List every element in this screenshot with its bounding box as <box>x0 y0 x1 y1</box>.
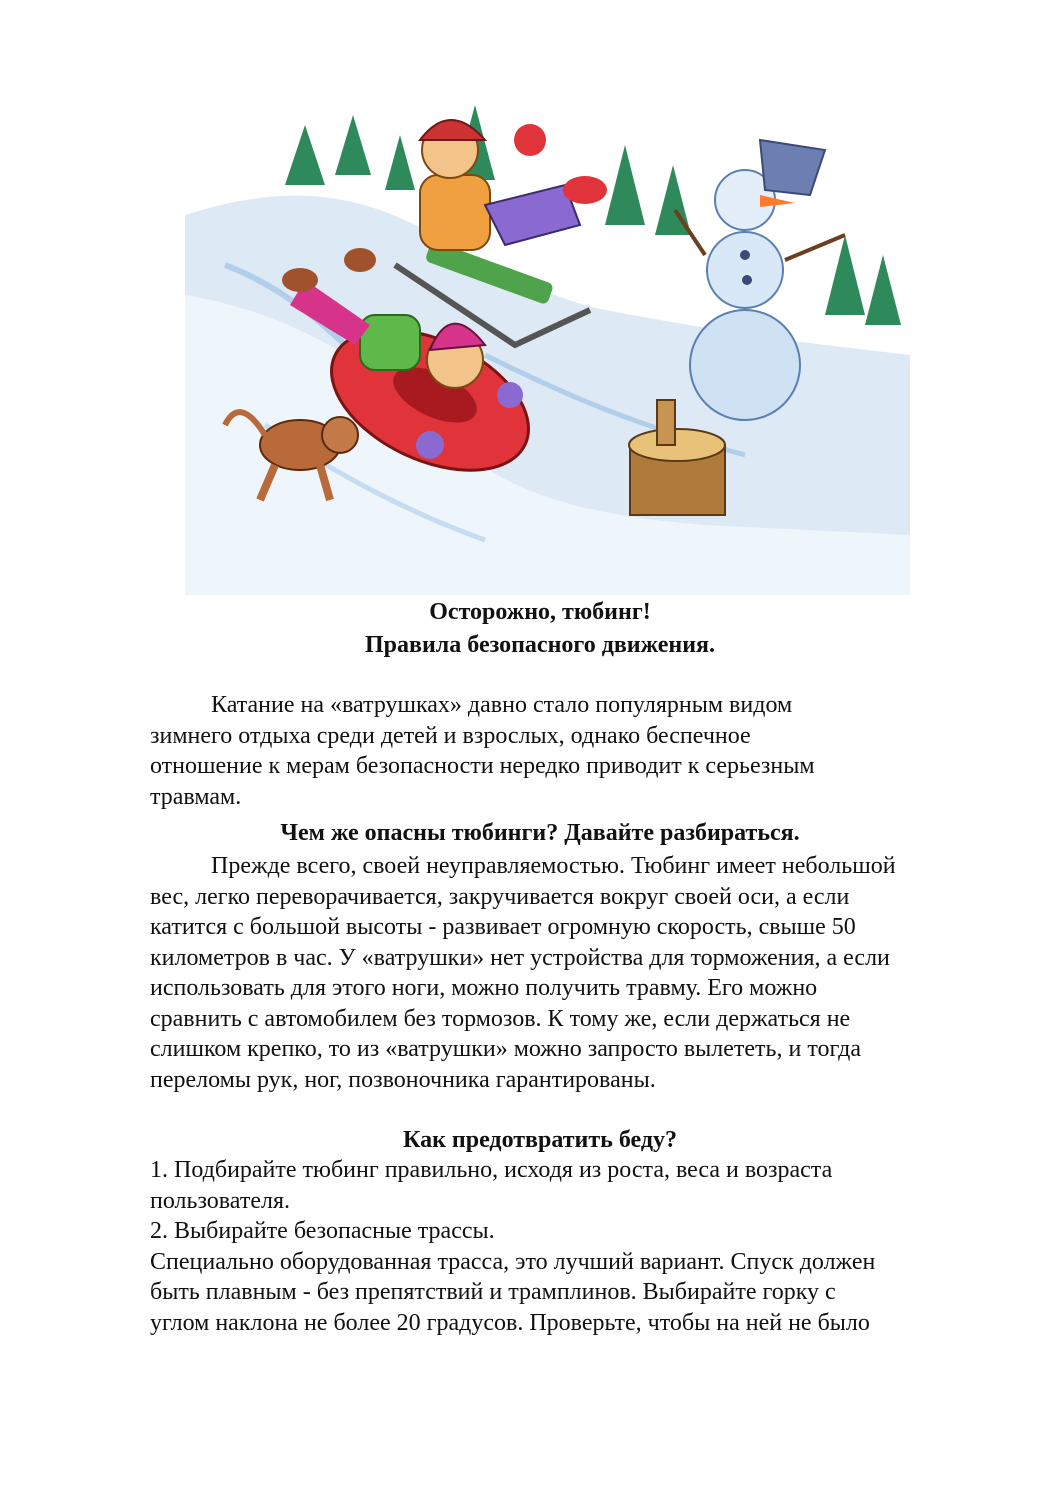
title-line-2: Правила безопасного движения. <box>364 632 716 658</box>
section2-line: углом наклона не более 20 градусов. Проверьте, чтобы на ней не было <box>150 1309 870 1336</box>
section1-line: слишком крепко, то из «ватрушки» можно запросто вылететь, и тогда <box>150 1036 861 1062</box>
section1-line: катится с большой высоты - развивает огромную скорость, свыше 50 <box>150 914 856 940</box>
section2-heading: Как предотвратить беду? <box>403 1127 677 1153</box>
section1-paragraph <box>150 851 980 1095</box>
section2-line: 1. Подбирайте тюбинг правильно, исходя из роста, веса и возраста <box>150 1157 833 1183</box>
winter-sledding-illustration <box>185 95 910 595</box>
section1-line: сравнить с автомобилем без тормозов. К тому же, если держаться не <box>150 1005 851 1032</box>
title-line-1: Осторожно, тюбинг! <box>429 599 651 625</box>
section1-line: Прежде всего, своей неуправляемостью. Тюбинг имеет небольшой <box>211 853 896 879</box>
bucket-icon <box>760 140 825 195</box>
section2-line: пользователя. <box>150 1187 290 1214</box>
section2-paragraph <box>150 1155 980 1338</box>
intro-line: отношение к мерам безопасности нередко приводит к серьезным <box>150 753 815 779</box>
page-title <box>150 596 930 662</box>
section1-line: переломы рук, ног, позвоночника гарантированы. <box>150 1066 656 1093</box>
section1-line: километров в час. У «ватрушки» нет устройства для торможения, а если <box>150 944 890 971</box>
section2-line: 2. Выбирайте безопасные трассы. <box>150 1218 495 1244</box>
section1-heading: Чем же опасны тюбинги? Давайте разбираться. <box>280 820 800 846</box>
intro-line: Катание на «ватрушках» давно стало популярным видом <box>211 692 793 718</box>
section2-line: быть плавным - без препятствий и трамплинов. Выбирайте горку с <box>150 1279 836 1305</box>
section1-line: использовать для этого ноги, можно получить травму. Его можно <box>150 975 818 1001</box>
section2-line: Специально оборудованная трасса, это лучший вариант. Спуск должен <box>150 1248 876 1275</box>
sledding-picture <box>185 95 910 595</box>
intro-paragraph <box>150 690 980 812</box>
intro-line: зимнего отдыха среди детей и взрослых, однако беспечное <box>150 722 751 749</box>
intro-line: травмам. <box>150 783 242 810</box>
section1-line: вес, легко переворачивается, закручивается вокруг своей оси, а если <box>150 883 850 910</box>
